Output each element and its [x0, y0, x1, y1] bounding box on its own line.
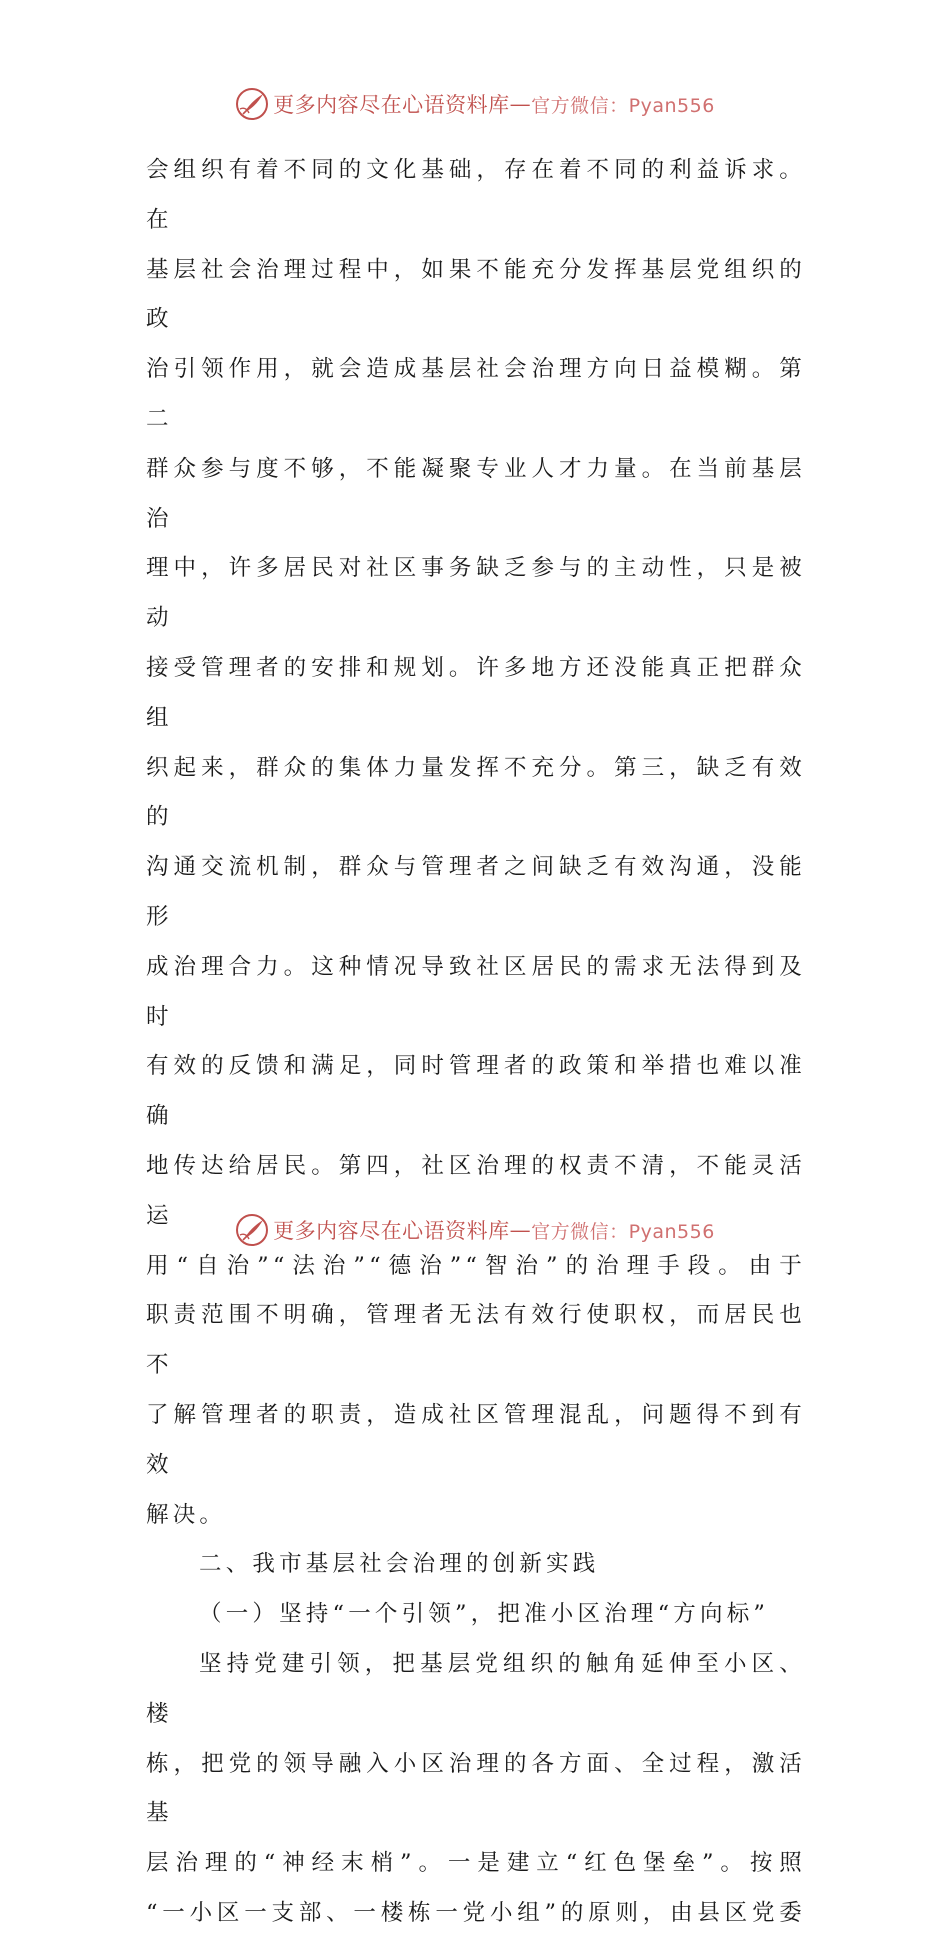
text-line: 栋，把党的领导融入小区治理的各方面、全过程，激活基	[146, 1750, 806, 1827]
text-line: 会组织有着不同的文化基础，存在着不同的利益诉求。在	[146, 157, 806, 233]
text-line: 成治理合力。这种情况导致社区居民的需求无法得到及时	[146, 953, 806, 1030]
banner-dash: —	[509, 92, 532, 116]
section-heading: 二、我市基层社会治理的创新实践	[199, 1551, 600, 1578]
banner-main-text: 更多内容尽在心语资料库	[273, 93, 510, 117]
text-line: 地传达给居民。第四，社区治理的权责不清，不能灵活运	[146, 1152, 806, 1229]
header-banner	[0, 84, 950, 124]
text-line: 基层社会治理过程中，如果不能充分发挥基层党组织的政	[146, 256, 806, 333]
text-line: 坚持党建引领，把基层党组织的触角延伸至小区、楼	[146, 1650, 806, 1727]
text-line: 解决。	[146, 1501, 227, 1528]
banner-wechat-text: 官方微信：Pyan556	[531, 94, 715, 117]
text-line: “一小区一支部、一楼栋一党小组”的原则，由县区党委	[146, 1899, 806, 1926]
paragraph-problems	[146, 146, 806, 1540]
footer-banner	[0, 1210, 950, 1250]
text-line: 群众参与度不够，不能凝聚专业人才力量。在当前基层治	[146, 455, 806, 532]
subsection-heading: （一）坚持“一个引领”，把准小区治理“方向标”	[199, 1601, 770, 1628]
text-line: 了解管理者的职责，造成社区管理混乱，问题得不到有效	[146, 1401, 806, 1478]
feather-logo-icon	[235, 1213, 269, 1247]
text-line: 治引领作用，就会造成基层社会治理方向日益模糊。第二	[146, 356, 806, 432]
banner-dash: —	[509, 1218, 532, 1242]
paragraph-party-building	[146, 1640, 806, 1939]
banner-main-text: 更多内容尽在心语资料库	[273, 1219, 510, 1243]
text-line: 职责范围不明确，管理者无法有效行使职权，而居民也不	[146, 1302, 806, 1379]
text-line: 理中，许多居民对社区事务缺乏参与的主动性，只是被动	[146, 555, 806, 632]
feather-logo-icon	[235, 87, 269, 121]
document-body	[146, 146, 806, 1939]
text-line: 织起来，群众的集体力量发挥不充分。第三，缺乏有效的	[146, 754, 806, 831]
text-line: 层治理的“神经末梢”。一是建立“红色堡垒”。按照	[146, 1850, 806, 1877]
text-line: 用“自治”“法治”“德治”“智治”的治理手段。由于	[146, 1252, 806, 1279]
banner-wechat-text: 官方微信：Pyan556	[531, 1220, 715, 1243]
text-line: 沟通交流机制，群众与管理者之间缺乏有效沟通，没能形	[146, 854, 806, 930]
text-line: 有效的反馈和满足，同时管理者的政策和举措也难以准确	[146, 1053, 806, 1130]
text-line: 接受管理者的安排和规划。许多地方还没能真正把群众组	[146, 654, 806, 731]
